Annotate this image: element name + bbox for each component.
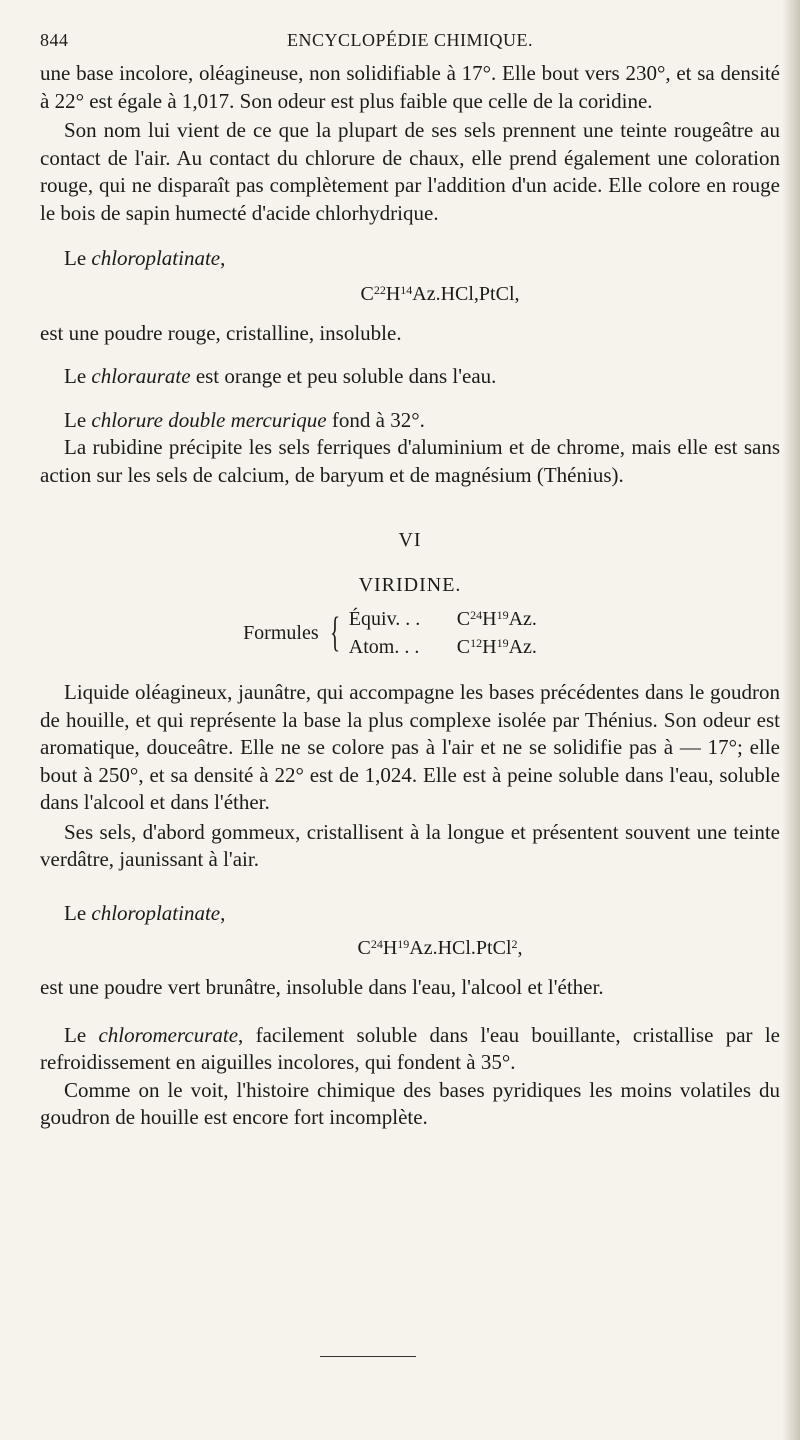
paragraph-1: une base incolore, oléagineuse, non solidifiable à 17°. Elle bout vers 230°, et sa densité à 22° est égale à 1,017. Son odeur est plus faible que celle de la coridine.: [40, 61, 780, 113]
paragraph-chloromercurate: Le chloromercurate, facilement soluble dans l'eau bouillante, cristallise par le refroidissement en aiguilles incolores, qui fondent à 35°.: [40, 1022, 780, 1074]
paragraph-chlorure-double: Le chlorure double mercurique fond à 32°.: [64, 407, 425, 432]
running-header: [40, 30, 780, 60]
term-chloraurate: chloraurate: [91, 364, 191, 388]
paragraph-8: Liquide oléagineux, jaunâtre, qui accompagne les bases précédentes dans le goudron de houille, et qui représente la base la plus complexe isolée par Thénius. Son odeur est aromatique, douceâtre. Elle ne se colore pas à l'air et ne se solidifie pas à — 17°; elle bout à 250°, et sa densité à 22° est de 1,024. Elle est à peine soluble dans l'eau, soluble dans l'alcool et dans l'éther.: [40, 680, 780, 814]
page: [40, 30, 780, 1132]
term-chlorure-double: chlorure double mercurique: [91, 407, 327, 432]
section-number: VI: [398, 529, 422, 551]
formula-row-atom: Atom. . . $C^{12}H^{19}Az$.: [348, 636, 537, 658]
term-chloroplatinate-2: chloroplatinate: [91, 900, 221, 925]
paragraph-9: Ses sels, d'abord gommeux, cristallisent à la longue et présentent souvent une teinte verdâtre, jaunissant à l'air.: [40, 819, 780, 871]
paragraph-chloraurate: Le chloraurate est orange et peu soluble dans l'eau.: [64, 364, 497, 388]
formula-row-equiv: Équiv. . . $C^{24}H^{19}Az$.: [348, 608, 537, 630]
paragraph-13: Comme on le voit, l'histoire chimique des bases pyridiques les moins volatiles du goudron de houille est encore fort incomplète.: [40, 1077, 780, 1129]
paragraph-2: Son nom lui vient de ce que la plupart de ses sels prennent une teinte rougeâtre au contact de l'air. Au contact du chlorure de chaux, elle prend également une coloration rouge, qui ne disparaît pas complètement par l'addition d'un acide. Elle colore en rouge le bois de sapin humecté d'acide chlorhydrique.: [40, 118, 780, 225]
paragraph-7: La rubidine précipite les sels ferriques d'aluminium et de chrome, mais elle est sans action sur les sels de calcium, de baryum et de magnésium (Thénius).: [40, 435, 780, 487]
end-rule: [320, 1356, 416, 1357]
formulas-block: [0, 605, 780, 661]
running-title: ENCYCLOPÉDIE CHIMIQUE.: [287, 30, 533, 50]
formula-chloroplatinate: $C^{22}H^{14}Az.HCl,PtCl$,: [360, 282, 520, 305]
term-chloroplatinate: chloroplatinate: [91, 246, 221, 270]
term-chloromercurate: chloromercurate: [98, 1022, 239, 1047]
paragraph-11: est une poudre vert brunâtre, insoluble dans l'eau, l'alcool et l'éther.: [40, 975, 604, 999]
section-title: VIRIDINE.: [358, 574, 462, 596]
paragraph-chloroplatinate-intro: Le chloroplatinate,: [64, 246, 226, 270]
brace-glyph: {: [329, 610, 340, 656]
paragraph-chloroplatinate-2-intro: Le chloroplatinate,: [64, 900, 226, 925]
page-edge-shadow: [782, 0, 800, 1440]
formula-chloroplatinate-2: $C^{24}H^{19}Az.HCl.PtCl^2$,: [357, 937, 523, 959]
page-number: 844: [40, 30, 69, 50]
formules-label: Formules: [243, 621, 319, 644]
paragraph-4: est une poudre rouge, cristalline, insoluble.: [40, 320, 402, 345]
